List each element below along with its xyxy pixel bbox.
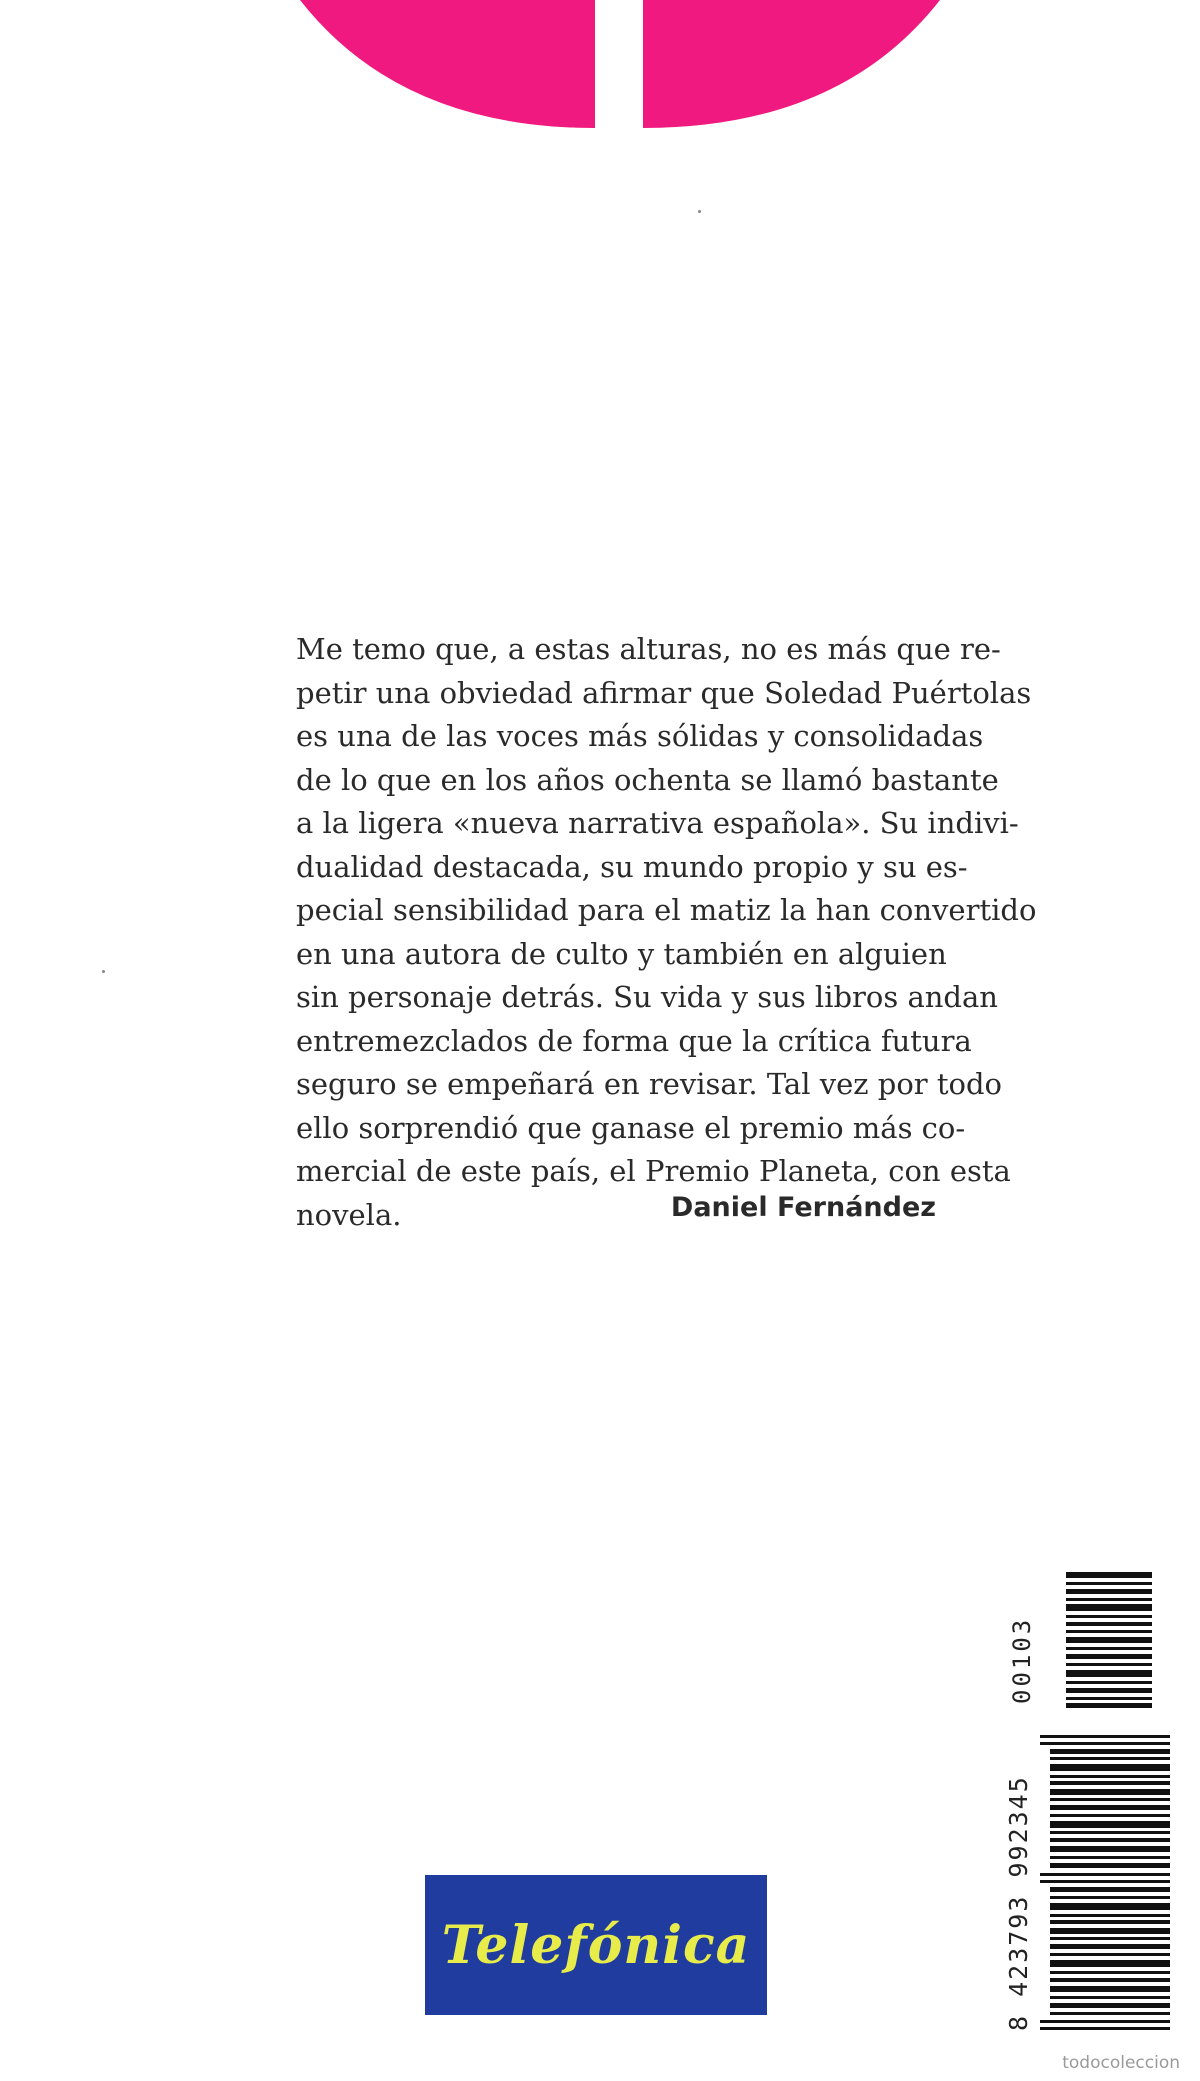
- telefonica-logo-text: Telefónica: [441, 1914, 751, 1976]
- blurb-line: ello sorprendió que ganase el premio más co-: [296, 1110, 966, 1145]
- back-cover-blurb: [296, 628, 1037, 1237]
- blurb-line: dualidad destacada, su mundo propio y su es-: [296, 849, 968, 884]
- barcode-addon-digits: 00103: [1008, 1616, 1036, 1704]
- telefonica-logo: [425, 1875, 767, 2015]
- blurb-line: a la ligera «nueva narrativa española». Su indivi-: [296, 806, 1019, 840]
- barcode-addon: [1000, 1570, 1160, 1710]
- barcode-main-bars: [1040, 1735, 1170, 2033]
- blurb-line: entremezclados de forma que la crítica futura: [296, 1023, 972, 1058]
- blurb-line: es una de las voces más sólidas y consolidadas: [296, 719, 984, 753]
- blurb-line: mercial de este país, el Premio Planeta, con esta: [296, 1154, 1011, 1188]
- barcode-main: [1000, 1735, 1180, 2035]
- barcode-main-digits: 8 423793 992345: [1004, 1775, 1033, 2031]
- pink-shape-left: [300, 0, 595, 128]
- speck: [102, 970, 105, 973]
- blurb-line: de lo que en los años ochenta se llamó bastante: [296, 762, 999, 797]
- pink-shape-right: [643, 0, 940, 128]
- blurb-line: novela.: [296, 1197, 402, 1232]
- blurb-line: pecial sensibilidad para el matiz la han convertido: [296, 893, 1037, 927]
- blurb-line: petir una obviedad afirmar que Soledad Puértolas: [296, 675, 1032, 710]
- watermark: todocoleccion: [1062, 2053, 1180, 2073]
- barcode-addon-bars: [1066, 1570, 1152, 1710]
- speck: [698, 210, 701, 213]
- blurb-line: sin personaje detrás. Su vida y sus libros andan: [296, 980, 998, 1014]
- blurb-author: Daniel Fernández: [670, 1192, 936, 1223]
- blurb-line: seguro se empeñará en revisar. Tal vez por todo: [296, 1067, 1002, 1101]
- top-pink-graphic: [0, 0, 1200, 140]
- blurb-line: en una autora de culto y también en alguien: [296, 936, 947, 971]
- blurb-line: Me temo que, a estas alturas, no es más que re-: [296, 632, 1001, 666]
